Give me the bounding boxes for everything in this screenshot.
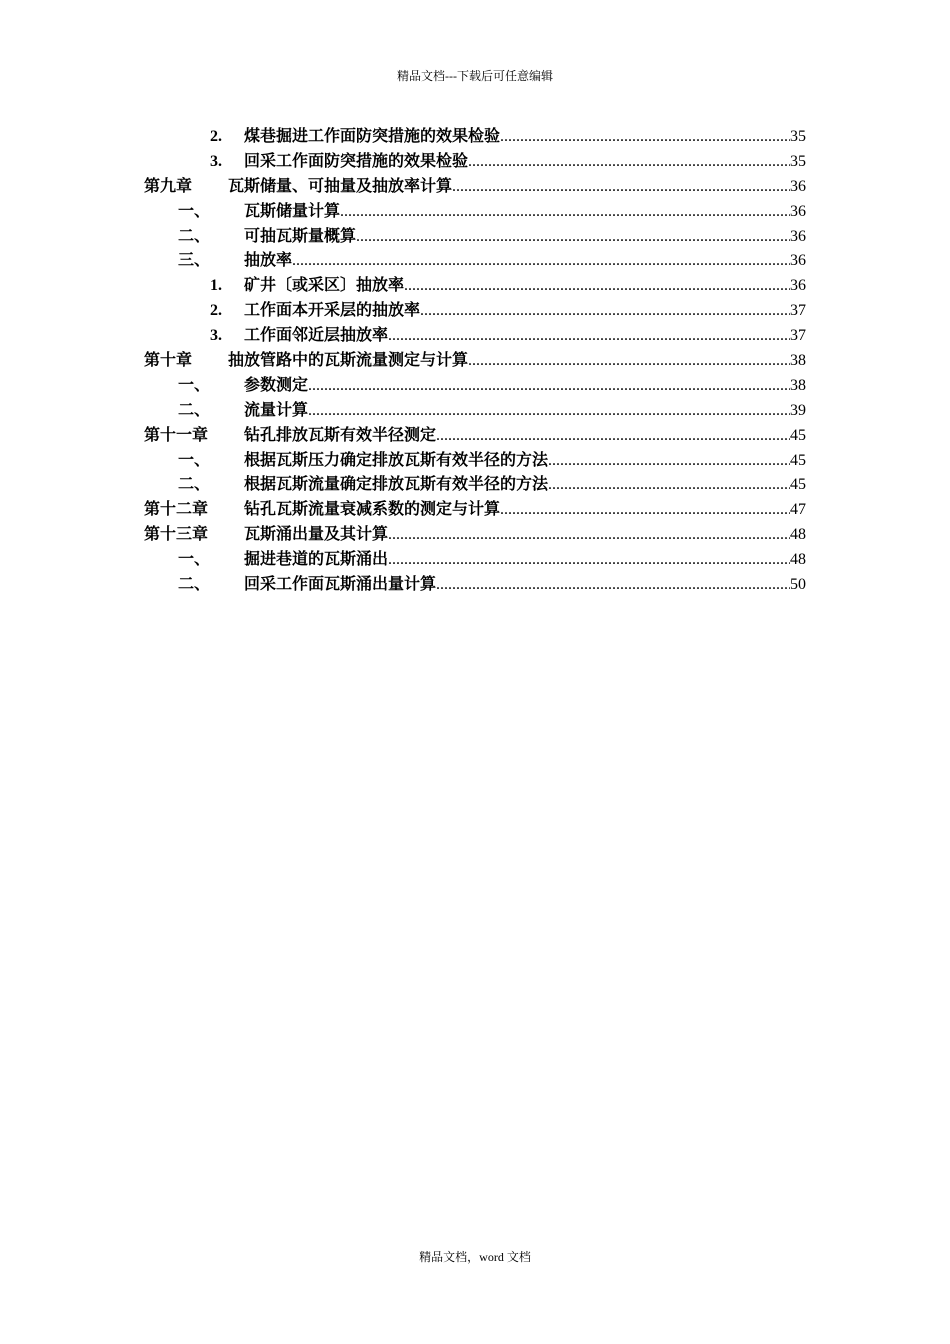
toc-entry-number: 第九章 <box>144 177 193 195</box>
toc-entry-line <box>244 548 806 573</box>
toc-entry-line <box>244 449 806 474</box>
toc-entry-line <box>244 573 806 598</box>
toc-entry-number: 二、 <box>178 476 211 494</box>
toc-dot-leader <box>500 125 790 150</box>
toc-entry-title: 参数测定 <box>244 376 309 394</box>
toc-entry-number: 二、 <box>178 227 211 245</box>
toc-entry[interactable] <box>144 424 806 449</box>
toc-dot-leader <box>436 424 790 449</box>
toc-entry[interactable] <box>144 374 806 399</box>
toc-entry-title: 瓦斯储量、可抽量及抽放率计算 <box>228 177 453 195</box>
toc-entry-page-number: 38 <box>790 352 806 370</box>
toc-entry-line <box>228 349 806 374</box>
toc-entry-number: 第十三章 <box>144 526 209 544</box>
toc-entry[interactable] <box>144 473 806 498</box>
toc-entry-page-number: 48 <box>790 526 806 544</box>
toc-entry-page-number: 50 <box>790 576 806 594</box>
toc-dot-leader <box>452 175 790 200</box>
toc-entry-title: 流量计算 <box>244 401 309 419</box>
toc-entry-title: 掘进巷道的瓦斯涌出 <box>244 551 389 569</box>
toc-entry-line <box>244 225 806 250</box>
toc-dot-leader <box>308 374 790 399</box>
toc-entry-page-number: 37 <box>790 327 806 345</box>
toc-entry-number: 一、 <box>178 551 211 569</box>
toc-entry[interactable] <box>144 125 806 150</box>
toc-dot-leader <box>388 523 790 548</box>
toc-entry-page-number: 35 <box>790 152 806 170</box>
toc-entry[interactable] <box>144 498 806 523</box>
toc-entry-title: 回采工作面瓦斯涌出量计算 <box>244 576 437 594</box>
toc-entry-number: 一、 <box>178 451 211 469</box>
toc-entry-number: 第十一章 <box>144 426 209 444</box>
toc-entry-number: 3. <box>210 327 222 345</box>
toc-entry-page-number: 35 <box>790 128 806 145</box>
toc-entry-line <box>244 150 806 175</box>
toc-dot-leader <box>420 299 790 324</box>
toc-entry-number: 二、 <box>178 401 211 419</box>
toc-entry-title: 瓦斯涌出量及其计算 <box>244 526 389 544</box>
toc-entry-title: 根据瓦斯压力确定排放瓦斯有效半径的方法 <box>244 451 549 469</box>
toc-entry[interactable] <box>144 175 806 200</box>
toc-entry[interactable] <box>144 299 806 324</box>
toc-entry-title: 回采工作面防突措施的效果检验 <box>244 152 469 170</box>
toc-entry-title: 工作面本开采层的抽放率 <box>244 302 421 320</box>
table-of-contents <box>144 125 806 598</box>
toc-entry-title: 钻孔瓦斯流量衰减系数的测定与计算 <box>244 501 501 519</box>
toc-entry[interactable] <box>144 150 806 175</box>
toc-entry[interactable] <box>144 249 806 274</box>
toc-entry-page-number: 48 <box>790 551 806 569</box>
toc-entry-line <box>244 324 806 349</box>
toc-entry-page-number: 47 <box>790 501 806 519</box>
toc-entry-number: 3. <box>210 152 222 170</box>
toc-entry-page-number: 36 <box>790 202 806 220</box>
toc-entry-line <box>244 473 806 498</box>
toc-entry-title: 抽放管路中的瓦斯流量测定与计算 <box>228 352 469 370</box>
page-footer: 精品文档，word 文档 <box>419 1250 531 1264</box>
toc-entry[interactable] <box>144 349 806 374</box>
toc-entry-number: 第十二章 <box>144 501 209 519</box>
toc-entry[interactable] <box>144 548 806 573</box>
toc-entry[interactable] <box>144 449 806 474</box>
toc-entry-number: 一、 <box>178 202 211 220</box>
toc-entry-number: 1. <box>210 277 222 295</box>
toc-entry-number: 二、 <box>178 576 211 594</box>
toc-entry-page-number: 45 <box>790 426 806 444</box>
toc-entry-title: 钻孔排放瓦斯有效半径测定 <box>244 426 437 444</box>
toc-dot-leader <box>500 498 790 523</box>
toc-entry[interactable] <box>144 399 806 424</box>
toc-entry-line <box>244 498 806 523</box>
toc-entry-title: 矿井〔或采区〕抽放率 <box>244 277 405 295</box>
toc-dot-leader <box>356 225 790 250</box>
toc-entry[interactable] <box>144 523 806 548</box>
toc-dot-leader <box>548 449 790 474</box>
toc-entry-page-number: 36 <box>790 277 806 295</box>
toc-entry-page-number: 39 <box>790 401 806 419</box>
toc-entry-number: 三、 <box>178 252 211 270</box>
toc-entry-line <box>228 175 806 200</box>
toc-entry-number: 2. <box>210 302 222 320</box>
toc-entry-title: 可抽瓦斯量概算 <box>244 227 357 245</box>
toc-dot-leader <box>388 324 790 349</box>
toc-dot-leader <box>388 548 790 573</box>
toc-entry[interactable] <box>144 324 806 349</box>
toc-entry-title: 抽放率 <box>244 252 293 270</box>
toc-entry-line <box>244 523 806 548</box>
toc-entry-line <box>244 249 806 274</box>
toc-entry[interactable] <box>144 274 806 299</box>
toc-entry-title: 根据瓦斯流量确定排放瓦斯有效半径的方法 <box>244 476 549 494</box>
toc-entry[interactable] <box>144 200 806 225</box>
toc-entry-page-number: 38 <box>790 376 806 394</box>
toc-dot-leader <box>468 349 790 374</box>
toc-entry-number: 第十章 <box>144 352 193 370</box>
toc-entry-line <box>244 274 806 299</box>
toc-entry-page-number: 36 <box>790 177 806 195</box>
toc-entry-line <box>244 200 806 225</box>
toc-dot-leader <box>308 399 790 424</box>
toc-entry-line <box>244 374 806 399</box>
toc-entry-page-number: 45 <box>790 476 806 494</box>
toc-dot-leader <box>548 473 790 498</box>
toc-entry[interactable] <box>144 573 806 598</box>
toc-dot-leader <box>340 200 790 225</box>
page-header: 精品文档---下载后可任意编辑 <box>397 69 553 83</box>
toc-entry-line <box>244 299 806 324</box>
toc-entry-number: 一、 <box>178 376 211 394</box>
toc-dot-leader <box>436 573 790 598</box>
toc-entry-line <box>244 424 806 449</box>
toc-entry-line <box>244 125 806 150</box>
toc-entry-page-number: 36 <box>790 252 806 270</box>
toc-entry-title: 煤巷掘进工作面防突措施的效果检验 <box>244 128 501 145</box>
toc-entry[interactable] <box>144 225 806 250</box>
toc-entry-title: 工作面邻近层抽放率 <box>244 327 389 345</box>
toc-dot-leader <box>468 150 790 175</box>
toc-entry-page-number: 45 <box>790 451 806 469</box>
toc-entry-number: 2. <box>210 128 222 145</box>
toc-entry-line <box>244 399 806 424</box>
toc-entry-page-number: 37 <box>790 302 806 320</box>
toc-dot-leader <box>404 274 790 299</box>
toc-dot-leader <box>292 249 790 274</box>
toc-entry-page-number: 36 <box>790 227 806 245</box>
toc-entry-title: 瓦斯储量计算 <box>244 202 341 220</box>
